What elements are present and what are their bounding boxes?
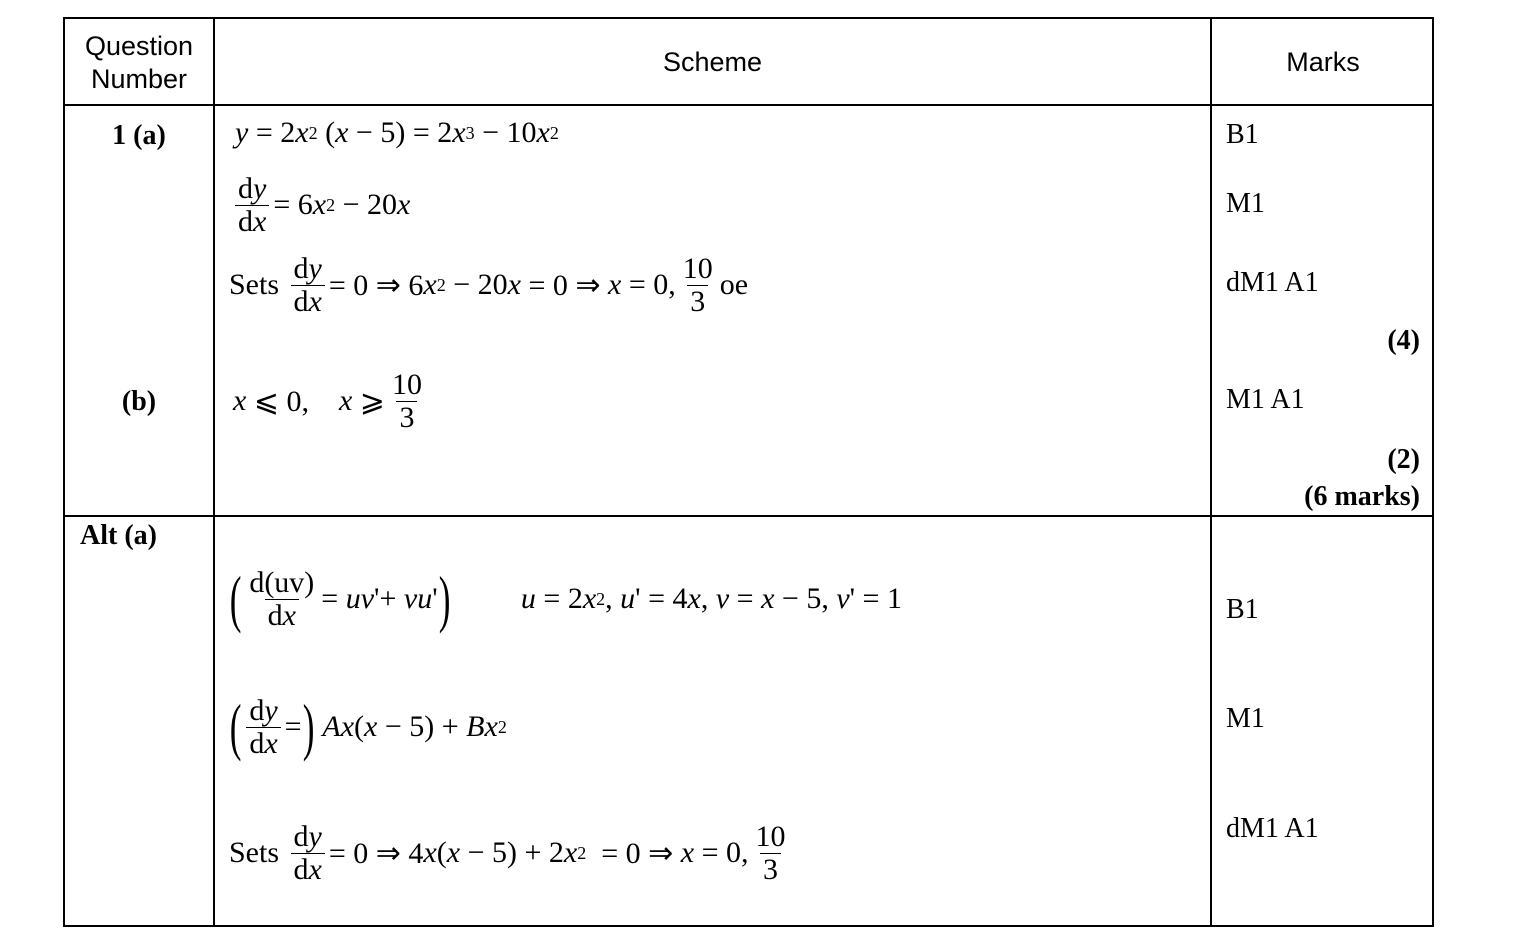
total-marks: (6 marks) [1304,481,1420,512]
scheme-line-3: Sets $\frac{dy}{dx}$ = 0 ⇒ 6 x 2 − 20 x = 0 ⇒ x = 0, $\frac{10}{3}$ oe [229,252,749,318]
question-label-1a: 1 (a) [112,120,166,151]
mark-alt-line2: M1 [1226,703,1265,734]
mark-q1-line1: B1 [1226,119,1259,150]
column-divider [213,19,215,925]
row-divider [65,515,1432,517]
alt-scheme-line-3: Sets $\frac{dy}{dx}$ = 0 ⇒ 4 x ( x − 5) + 2 x 2 = 0 ⇒ x = 0, $\frac{10}{3}$ [229,820,786,886]
question-label-1b: (b) [121,386,157,417]
scheme-line-2: $\frac{dy}{dx}$ = 6 x 2 − 20 x [231,169,410,241]
alt-scheme-line-2: ( $\frac{dy}{dx}$ = ) Ax ( x − 5) + Bx 2 [229,691,507,762]
mark-alt-line1: B1 [1226,594,1259,625]
mark-q1-line4: M1 A1 [1226,384,1305,415]
alt-scheme-line-1: ( $\frac{d(uv)}{dx}$ = uv '+ vu ' ) u = 2 x 2 , u ' = 4 x , v = x − 5, v ' = 1 [229,563,902,634]
subtotal-b: (2) [1387,444,1420,475]
question-label-alt-a: Alt (a) [80,520,157,551]
header-marks: Marks [1286,47,1360,77]
scheme-line-4: x ⩽ 0, x ⩾ $\frac{10}{3}$ [233,368,422,434]
mark-q1-line2: M1 [1226,188,1265,219]
mark-q1-line3: dM1 A1 [1226,267,1319,298]
subtotal-a: (4) [1387,325,1420,356]
mark-scheme-table [63,17,1434,927]
header-question-number: Question Number [84,31,194,94]
header-divider [65,104,1432,106]
header-scheme: Scheme [662,47,763,77]
mark-alt-line3: dM1 A1 [1226,813,1319,844]
scheme-line-1: y = 2 x 2 ( x − 5) = 2 x 3 − 10 x 2 [235,116,559,149]
